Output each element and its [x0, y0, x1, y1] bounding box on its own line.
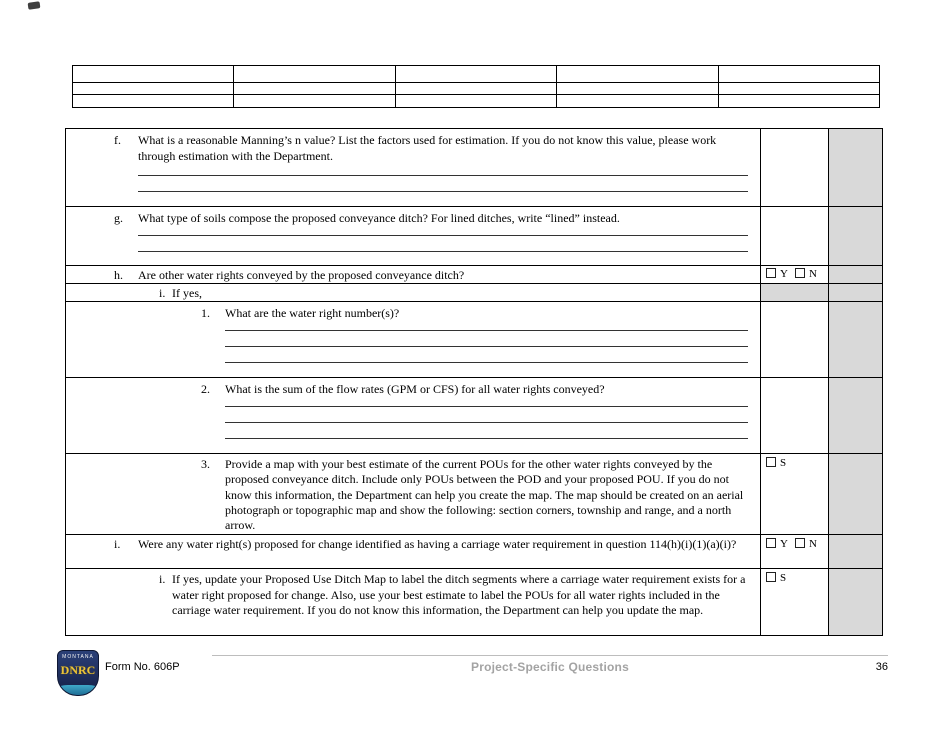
question-row-h-i-1	[66, 301, 882, 377]
table-cell	[73, 95, 234, 108]
table-row	[73, 66, 880, 83]
table-cell	[395, 83, 556, 95]
dnrc-logo-state-text: MONTANA	[62, 654, 94, 660]
footer-section-title: Project-Specific Questions	[471, 660, 629, 674]
question-cell	[66, 302, 761, 377]
question-text: What are the water right number(s)?	[225, 306, 400, 320]
question-text: Provide a map with your best estimate of the current POUs for the other water rights conveyed by the proposed conveyance ditch. Include only POUs between the POD and your proposed POU. If you do not know this information, the Department can help you create the map. The map should be created on an aerial photograph or topographic map and show the following: section corners, township and range, and a north arrow.	[225, 457, 747, 533]
office-use-cell	[829, 207, 882, 265]
question-cell	[66, 569, 761, 635]
table-cell	[557, 95, 718, 108]
office-use-cell	[829, 535, 882, 568]
question-text: What type of soils compose the proposed conveyance ditch? For lined ditches, write “lined” instead.	[138, 211, 620, 225]
question-text: If yes,	[172, 286, 202, 300]
question-body	[225, 306, 760, 363]
write-in-line	[225, 347, 748, 363]
question-cell	[66, 266, 761, 283]
footer-form-number: Form No. 606P	[105, 661, 180, 673]
checkbox-no-label: N	[808, 268, 817, 280]
question-cell	[66, 454, 761, 534]
question-body	[225, 382, 760, 439]
table-cell	[73, 83, 234, 95]
answer-cell	[761, 454, 829, 534]
table-cell	[557, 83, 718, 95]
question-row-h-i-3	[66, 453, 882, 534]
write-in-line	[138, 236, 748, 252]
footer-divider	[212, 655, 888, 656]
question-body	[172, 286, 760, 301]
footer-page-number: 36	[875, 661, 888, 673]
answer-cell	[761, 302, 829, 377]
office-use-cell	[829, 284, 882, 301]
table-cell	[718, 83, 879, 95]
write-in-line	[138, 227, 748, 236]
write-in-line	[225, 398, 748, 407]
checkbox-no-icon[interactable]	[795, 268, 805, 278]
table-cell	[718, 66, 879, 83]
table-cell	[395, 95, 556, 108]
top-table	[72, 65, 880, 108]
question-label: g.	[114, 211, 123, 225]
answer-cell	[761, 569, 829, 635]
write-in-line	[225, 423, 748, 439]
checkbox-submitted-icon[interactable]	[766, 457, 776, 467]
question-row-h-i	[66, 283, 882, 301]
answer-cell	[761, 378, 829, 453]
write-in-line	[225, 322, 748, 331]
checkbox-no-label: N	[808, 538, 817, 550]
question-label: 1.	[201, 306, 210, 320]
question-row-h	[66, 265, 882, 283]
table-cell	[557, 66, 718, 83]
question-cell	[66, 535, 761, 568]
question-label: 3.	[201, 457, 210, 471]
question-cell	[66, 207, 761, 265]
question-label: f.	[114, 133, 121, 147]
scan-artifact	[28, 1, 41, 10]
question-cell	[66, 284, 761, 301]
office-use-cell	[829, 569, 882, 635]
table-cell	[234, 83, 395, 95]
question-row-h-i-2	[66, 377, 882, 453]
answer-cell	[761, 266, 829, 283]
checkbox-yes-label: Y	[780, 538, 788, 550]
table-row	[73, 95, 880, 108]
office-use-cell	[829, 378, 882, 453]
office-use-cell	[829, 266, 882, 283]
checkbox-yes-label: Y	[780, 268, 788, 280]
question-body	[138, 537, 760, 553]
table-cell	[718, 95, 879, 108]
office-use-cell	[829, 302, 882, 377]
table-cell	[234, 66, 395, 83]
question-label: i.	[159, 286, 166, 300]
question-text: Were any water right(s) proposed for change identified as having a carriage water requirement in question 114(h)(i)(1)(a)(i)?	[138, 537, 737, 551]
answer-cell	[761, 284, 829, 301]
answer-cell	[761, 207, 829, 265]
question-label: i.	[114, 537, 121, 551]
question-table	[65, 128, 883, 636]
question-label: i.	[159, 572, 166, 586]
write-in-line	[138, 164, 748, 176]
dnrc-logo	[57, 650, 99, 698]
question-body	[138, 211, 760, 252]
question-label: 2.	[201, 382, 210, 396]
table-cell	[395, 66, 556, 83]
checkbox-submitted-label: S	[780, 457, 787, 469]
checkbox-yes-icon[interactable]	[766, 538, 776, 548]
question-body	[138, 268, 760, 283]
write-in-line	[138, 176, 748, 192]
question-body	[138, 133, 760, 192]
checkbox-submitted-label: S	[780, 572, 787, 584]
answer-cell	[761, 535, 829, 568]
dnrc-logo-shield	[57, 650, 99, 696]
write-in-line	[225, 407, 748, 423]
question-row-i	[66, 534, 882, 568]
answer-cell	[761, 129, 829, 206]
question-body	[172, 572, 760, 619]
dnrc-logo-wave	[58, 685, 98, 695]
question-text: What is the sum of the flow rates (GPM or CFS) for all water rights conveyed?	[225, 382, 605, 396]
office-use-cell	[829, 454, 882, 534]
question-cell	[66, 129, 761, 206]
table-cell	[73, 66, 234, 83]
question-row-i-i	[66, 568, 882, 635]
question-cell	[66, 378, 761, 453]
question-text: Are other water rights conveyed by the proposed conveyance ditch?	[138, 268, 465, 282]
checkbox-submitted-icon[interactable]	[766, 572, 776, 582]
question-label: h.	[114, 268, 123, 282]
question-body	[225, 457, 760, 534]
table-cell	[234, 95, 395, 108]
question-row-f	[66, 129, 882, 206]
question-text: If yes, update your Proposed Use Ditch Map to label the ditch segments where a carriage water requirement exists for a water right proposed for change. Also, use your best estimate to label the POUs for all water rights included in the carriage water requirement. If you do not know this information, the Department can help you update the map.	[172, 572, 749, 618]
write-in-line	[225, 331, 748, 347]
checkbox-yes-icon[interactable]	[766, 268, 776, 278]
dnrc-logo-acronym: DNRC	[60, 663, 96, 677]
question-row-g	[66, 206, 882, 265]
checkbox-no-icon[interactable]	[795, 538, 805, 548]
question-text: What is a reasonable Manning’s n value? List the factors used for estimation. If you do not know this value, please work through estimation with the Department.	[138, 133, 720, 163]
table-row	[73, 83, 880, 95]
office-use-cell	[829, 129, 882, 206]
